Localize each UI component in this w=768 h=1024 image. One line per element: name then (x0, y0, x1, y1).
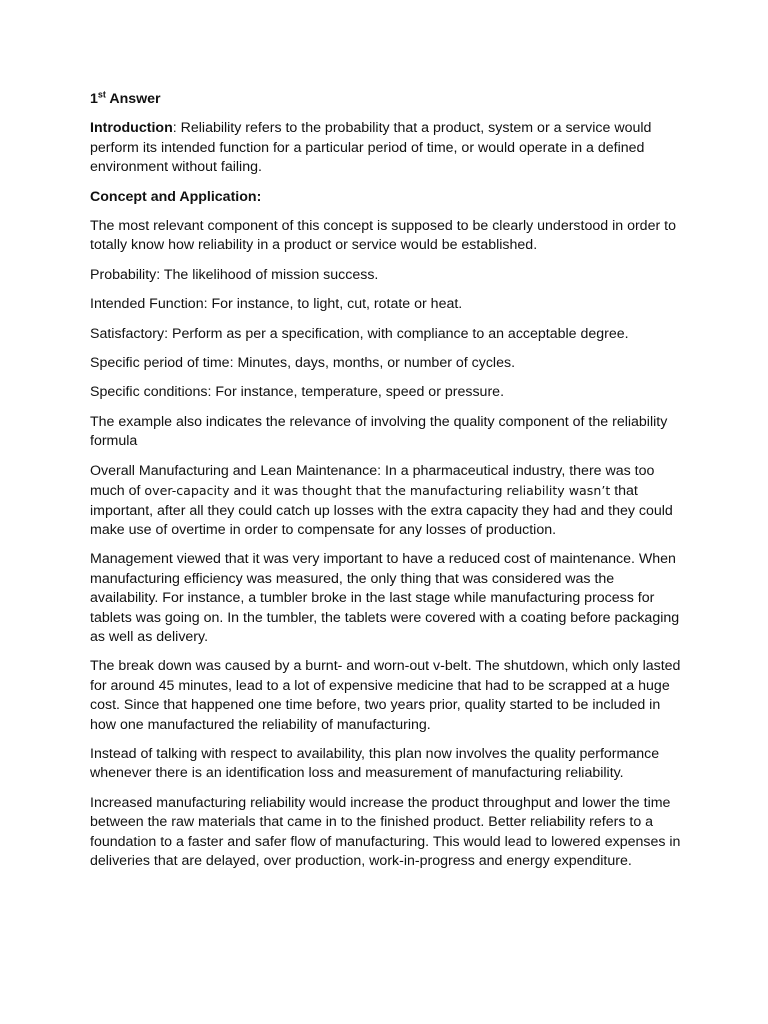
probability-paragraph: Probability: The likelihood of mission success. (90, 266, 379, 283)
satisfactory-paragraph: Satisfactory: Perform as per a specification, with compliance to an acceptable degree. (90, 325, 629, 342)
component-paragraph: The most relevant component of this concept is supposed to be clearly understood in order to totally know how reliability in a product or service would be established. (90, 218, 676, 254)
conditions-paragraph: Specific conditions: For instance, temperature, speed or pressure. (90, 384, 505, 401)
overall-text-part2: over-capacity and it was thought that the manufacturing reliability wasn’t (144, 483, 611, 499)
overall-text-part1: Overall Manufacturing and Lean Maintenance: In a pharmaceutical industry, there was too much of (90, 462, 655, 500)
overall-text-part3: that important, after all they could catch up losses with the extra capacity they had and they could make use of overtime in order to compensate for any losses of production. (90, 483, 673, 538)
intro-text: : Reliability refers to the probability that a product, system or a service would perform its intended function for a particular period of time, or would operate in a defined environment without failing. (90, 120, 652, 176)
example-paragraph: The example also indicates the relevance of involving the quality component of the reliability formula (90, 413, 668, 450)
overall-manufacturing-paragraph (90, 462, 684, 541)
management-paragraph: Management viewed that it was very important to have a reduced cost of maintenance. When manufacturing efficiency was measured, the only thing that was considered was the availability. For instance, a tumbler broke in the last stage while manufacturing process for tablets was going on. In the tumbler, the tablets were covered with a coating before packaging as well as delivery. (90, 551, 680, 645)
intro-label: Introduction (90, 120, 173, 137)
answer-label: Answer (105, 91, 161, 107)
intro-paragraph (90, 119, 684, 177)
instead-paragraph: Instead of talking with respect to availability, this plan now involves the quality performance whenever there is an identification loss and measurement of manufacturing reliability. (90, 745, 660, 782)
breakdown-paragraph: The break down was caused by a burnt- and worn-out v-belt. The shutdown, which only lasted for around 45 minutes, lead to a lot of expensive medicine that had to be scrapped at a huge cost. Since that happened one time before, two years prior, quality started to be included in how one manufactured the reliability of manufacturing. (90, 658, 681, 733)
increased-reliability-paragraph: Increased manufacturing reliability would increase the product throughput and lower the time between the raw materials that came in to the finished product. Better reliability refers to a foundation to a faster and safer flow of manufacturing. This would lead to lowered expenses in deliveries that are delayed, over production, work-in-progress and energy expenditure. (90, 794, 681, 869)
answer-number-suffix: st (97, 89, 106, 100)
period-paragraph: Specific period of time: Minutes, days, months, or number of cycles. (90, 355, 516, 372)
document-body (90, 90, 684, 881)
answer-heading (90, 90, 684, 109)
intended-function-paragraph: Intended Function: For instance, to light, cut, rotate or heat. (90, 296, 463, 313)
concept-heading: Concept and Application: (90, 188, 262, 205)
answer-number: 1 (90, 91, 98, 107)
